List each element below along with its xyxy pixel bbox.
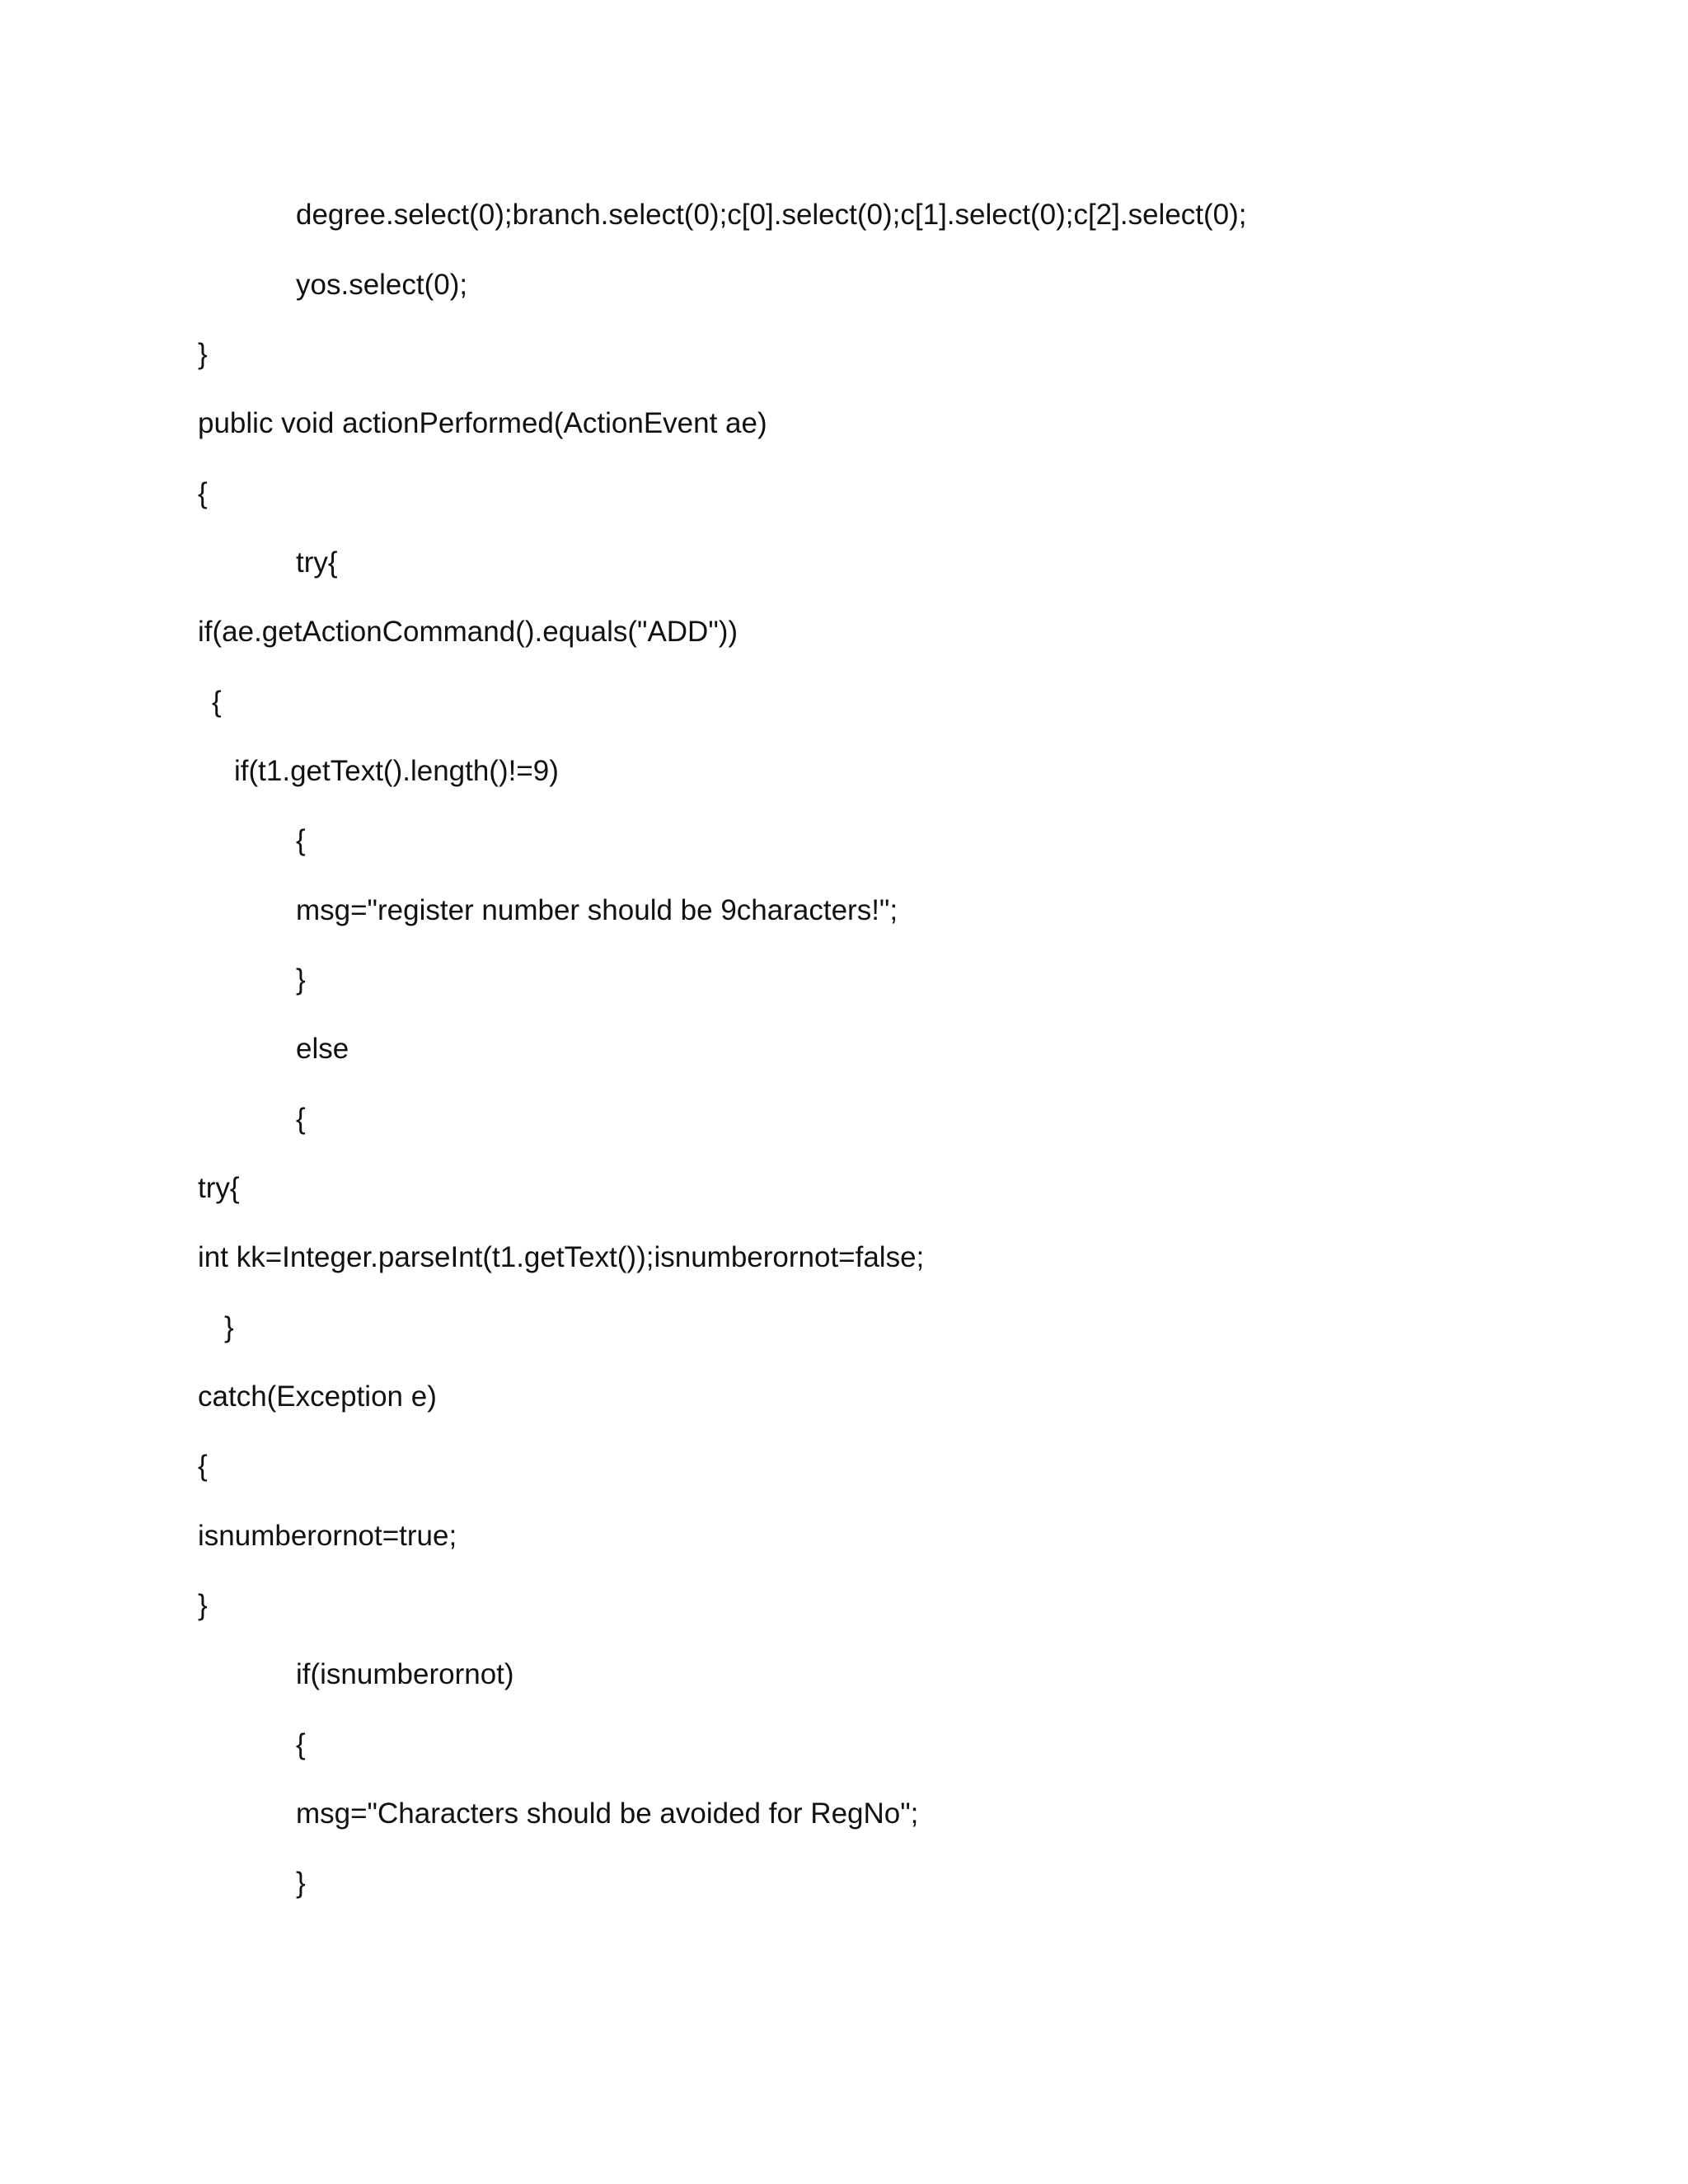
- code-line: degree.select(0);branch.select(0);c[0].select(0);c[1].select(0);c[2].select(0);: [296, 199, 1247, 231]
- code-line: public void actionPerformed(ActionEvent ae): [198, 407, 767, 439]
- code-line: }: [198, 338, 208, 370]
- code-line: {: [296, 1103, 306, 1135]
- code-line: if(ae.getActionCommand().equals("ADD")): [198, 616, 738, 648]
- code-line: {: [198, 1450, 208, 1482]
- code-line: try{: [198, 1172, 240, 1204]
- code-line: if(t1.getText().length()!=9): [234, 755, 559, 787]
- code-line: }: [224, 1311, 234, 1343]
- code-line: {: [296, 1728, 306, 1760]
- code-line: {: [198, 477, 208, 509]
- code-line: int kk=Integer.parseInt(t1.getText());isnumberornot=false;: [198, 1241, 925, 1273]
- code-line: }: [198, 1589, 208, 1621]
- code-line: else: [296, 1033, 349, 1065]
- code-line: catch(Exception e): [198, 1380, 437, 1413]
- code-line: yos.select(0);: [296, 269, 468, 301]
- code-line: }: [296, 963, 306, 996]
- code-line: }: [296, 1867, 306, 1899]
- code-line: msg="register number should be 9characters!";: [296, 894, 898, 926]
- code-line: try{: [296, 546, 338, 579]
- code-line: if(isnumberornot): [296, 1658, 514, 1690]
- code-line: {: [296, 824, 306, 856]
- code-line: {: [212, 686, 222, 718]
- code-line: isnumberornot=true;: [198, 1520, 457, 1552]
- code-line: msg="Characters should be avoided for RegNo";: [296, 1797, 919, 1830]
